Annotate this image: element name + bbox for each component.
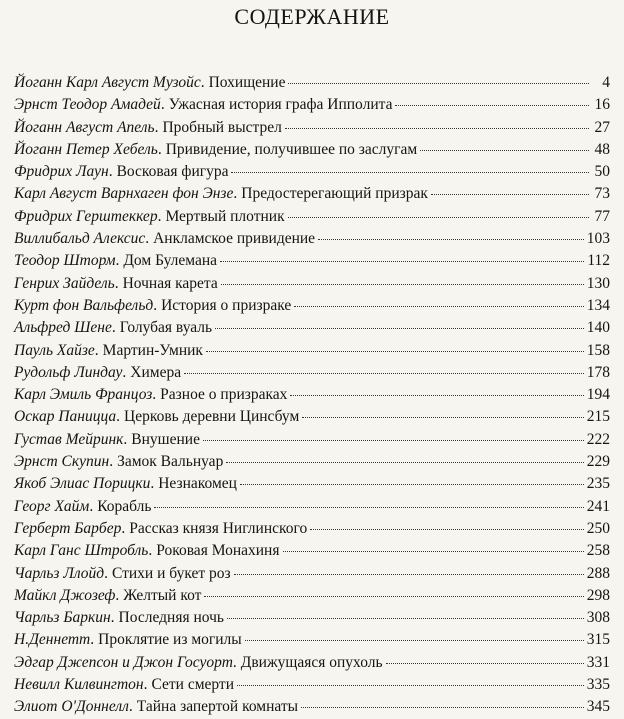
- toc-work-title: Последняя ночь: [118, 609, 224, 627]
- toc-work-title: Внушение: [131, 430, 200, 448]
- toc-page-number: 250: [586, 519, 610, 537]
- toc-author: Йоганн Петер Хебель: [14, 140, 158, 158]
- toc-separator: .: [90, 631, 95, 649]
- toc-work-title: Химера: [130, 363, 182, 381]
- toc-page-number: 288: [586, 564, 610, 582]
- toc-work-title: Разное о призраках: [160, 386, 288, 404]
- table-of-contents: [14, 72, 610, 719]
- toc-leader-dots: [220, 261, 584, 262]
- toc-page-number: 308: [586, 609, 610, 627]
- toc-separator: .: [116, 408, 121, 426]
- toc-page-number: 134: [586, 296, 610, 314]
- toc-page-number: 158: [586, 341, 610, 359]
- toc-work-title: Желтый кот: [123, 586, 202, 604]
- toc-separator: .: [123, 430, 128, 448]
- toc-leader-dots: [221, 284, 584, 285]
- toc-work-title: Корабль: [97, 497, 152, 515]
- toc-separator: .: [115, 586, 120, 604]
- toc-separator: .: [232, 653, 237, 671]
- toc-author: Виллибальд Алексис: [14, 230, 146, 248]
- toc-entry: [14, 161, 610, 183]
- toc-page-number: 335: [586, 676, 610, 694]
- toc-entry: [14, 273, 610, 295]
- toc-page-number: 215: [586, 408, 610, 426]
- toc-work-title: Голубая вуаль: [119, 319, 213, 337]
- toc-author: Фридрих Лаун: [14, 163, 109, 181]
- toc-work-title: Похищение: [208, 74, 286, 91]
- toc-author: Фридрих Герштеккер: [14, 207, 158, 225]
- toc-entry: [14, 117, 610, 139]
- toc-entry: [14, 473, 610, 495]
- toc-separator: .: [233, 185, 238, 203]
- toc-author: Элиот О'Доннелл: [14, 698, 129, 716]
- toc-leader-dots: [302, 417, 583, 418]
- toc-work-title: Рассказ князя Ниглинского: [129, 519, 308, 537]
- toc-entry: [14, 496, 610, 518]
- toc-leader-dots: [237, 685, 584, 686]
- toc-entry: [14, 206, 610, 228]
- toc-author: Карл Эмиль Францоз: [14, 386, 153, 404]
- toc-leader-dots: [154, 507, 583, 508]
- toc-work-title: Церковь деревни Цинсбум: [124, 408, 300, 426]
- toc-separator: .: [94, 341, 99, 359]
- toc-author: Невилл Килвингтон: [14, 676, 144, 694]
- toc-entry: [14, 228, 610, 250]
- toc-leader-dots: [395, 105, 589, 106]
- toc-leader-dots: [288, 217, 589, 218]
- toc-author: Йоганн Август Апель: [14, 118, 155, 136]
- toc-work-title: Проклятие из могилы: [98, 631, 242, 649]
- toc-separator: .: [160, 96, 165, 114]
- toc-entry: [14, 451, 610, 473]
- toc-leader-dots: [294, 306, 583, 307]
- toc-separator: .: [145, 230, 150, 248]
- toc-separator: .: [114, 274, 119, 292]
- toc-page-number: 73: [594, 185, 610, 203]
- toc-author: Теодор Шторм: [14, 252, 116, 270]
- toc-work-title: Мартин-Умник: [102, 341, 203, 359]
- toc-page-number: 235: [586, 475, 610, 493]
- toc-leader-dots: [290, 395, 583, 396]
- toc-work-title: Ночная карета: [122, 274, 218, 292]
- toc-author: Н.Деннетт: [14, 631, 91, 649]
- toc-work-title: Восковая фигура: [116, 163, 229, 181]
- toc-leader-dots: [231, 172, 589, 173]
- toc-separator: .: [110, 609, 115, 627]
- toc-leader-dots: [206, 351, 584, 352]
- toc-entry: [14, 629, 610, 651]
- toc-entry: [14, 652, 610, 674]
- toc-separator: .: [148, 542, 153, 560]
- toc-entry: [14, 94, 610, 116]
- toc-separator: .: [153, 296, 158, 314]
- toc-leader-dots: [204, 596, 583, 597]
- toc-author: Эрнст Теодор Амадей: [14, 96, 161, 114]
- toc-separator: .: [150, 475, 155, 493]
- page-title: СОДЕРЖАНИЕ: [234, 4, 390, 29]
- toc-author: Якоб Элиас Порицки: [14, 475, 151, 493]
- toc-entry: [14, 518, 610, 540]
- toc-author: Альфред Шене: [14, 319, 112, 337]
- toc-leader-dots: [245, 640, 584, 641]
- toc-page-number: 222: [586, 430, 610, 448]
- toc-entry: [14, 317, 610, 339]
- toc-separator: .: [143, 676, 148, 694]
- toc-work-title: Сети смерти: [151, 676, 235, 694]
- toc-entry: [14, 340, 610, 362]
- toc-author: Карл Ганс Штробль: [14, 542, 149, 560]
- toc-leader-dots: [283, 551, 584, 552]
- toc-page-number: 77: [594, 207, 610, 225]
- toc-leader-dots: [203, 440, 584, 441]
- toc-leader-dots: [288, 83, 589, 84]
- toc-separator: .: [157, 207, 162, 225]
- toc-page-number: 298: [586, 586, 610, 604]
- toc-entry: [14, 429, 610, 451]
- toc-leader-dots: [318, 239, 584, 240]
- toc-leader-dots: [310, 529, 584, 530]
- toc-entry: [14, 563, 610, 585]
- toc-author: Оскар Паницца: [14, 408, 117, 426]
- toc-author: Карл Август Варнхаген фон Энзе: [14, 185, 234, 203]
- toc-separator: .: [157, 140, 162, 158]
- toc-work-title: История о призраке: [161, 296, 292, 314]
- toc-entry: [14, 362, 610, 384]
- toc-page-number: 345: [586, 698, 610, 716]
- toc-separator: .: [109, 453, 114, 471]
- toc-author: Йоганн Карл Август Музойс: [14, 74, 201, 91]
- toc-work-title: Предостерегающий призрак: [241, 185, 428, 203]
- toc-entry: [14, 139, 610, 161]
- toc-author: Густав Мейринк: [14, 430, 124, 448]
- toc-work-title: Мертвый плотник: [165, 207, 285, 225]
- toc-work-title: Привидение, получившее по заслугам: [165, 140, 418, 158]
- toc-author: Георг Хайм: [14, 497, 90, 515]
- toc-separator: .: [115, 252, 120, 270]
- toc-page-number: 48: [594, 140, 610, 158]
- toc-entry: [14, 607, 610, 629]
- toc-separator: .: [121, 519, 126, 537]
- toc-separator: .: [104, 564, 108, 582]
- toc-page-number: 229: [586, 453, 610, 471]
- toc-work-title: Анкламское привидение: [153, 230, 316, 248]
- toc-author: Рудольф Линдау: [14, 363, 123, 381]
- toc-work-title: Тайна запертой комнаты: [136, 698, 299, 716]
- toc-work-title: Роковая Монахиня: [156, 542, 280, 560]
- toc-author: Эдгар Джепсон и Джон Госуорт: [14, 653, 233, 671]
- toc-author: Герберт Барбер: [14, 519, 122, 537]
- toc-author: Генрих Зайдель: [14, 274, 115, 292]
- toc-leader-dots: [301, 707, 584, 708]
- toc-leader-dots: [285, 128, 589, 129]
- toc-leader-dots: [420, 150, 589, 151]
- toc-leader-dots: [431, 194, 589, 195]
- toc-leader-dots: [240, 484, 584, 485]
- toc-leader-dots: [184, 373, 584, 374]
- toc-entry: [14, 72, 610, 94]
- toc-author: Эрнст Скупин: [14, 453, 110, 471]
- toc-work-title: Стихи и букет роз: [111, 564, 231, 582]
- toc-leader-dots: [226, 462, 583, 463]
- toc-leader-dots: [227, 618, 584, 619]
- toc-author: Пауль Хайзе: [14, 341, 95, 359]
- toc-separator: .: [122, 363, 127, 381]
- toc-entry: [14, 183, 610, 205]
- toc-entry: [14, 250, 610, 272]
- toc-entry: [14, 540, 610, 562]
- toc-page-number: 16: [594, 96, 610, 114]
- toc-leader-dots: [234, 574, 584, 575]
- toc-separator: .: [128, 698, 133, 716]
- toc-page-number: 331: [586, 653, 610, 671]
- toc-entry: [14, 406, 610, 428]
- toc-entry: [14, 674, 610, 696]
- toc-author: Майкл Джозеф: [14, 586, 116, 604]
- toc-separator: .: [154, 118, 159, 136]
- toc-entry: [14, 585, 610, 607]
- toc-work-title: Замок Вальнуар: [117, 453, 224, 471]
- toc-separator: .: [200, 74, 205, 91]
- toc-page-number: 103: [586, 230, 610, 248]
- toc-work-title: Пробный выстрел: [162, 118, 282, 136]
- toc-page-number: 194: [586, 386, 610, 404]
- toc-separator: .: [111, 319, 116, 337]
- toc-separator: .: [152, 386, 157, 404]
- toc-work-title: Ужасная история графа Ипполита: [168, 96, 393, 114]
- toc-leader-dots: [386, 663, 584, 664]
- toc-page-number: 130: [586, 274, 610, 292]
- toc-page-number: 140: [586, 319, 610, 337]
- toc-leader-dots: [215, 328, 584, 329]
- toc-page-number: 178: [586, 363, 610, 381]
- toc-author: Курт фон Вальфельд: [14, 296, 154, 314]
- toc-work-title: Дом Булемана: [123, 252, 218, 270]
- toc-entry: [14, 295, 610, 317]
- toc-work-title: Движущаяся опухоль: [240, 653, 383, 671]
- toc-page-number: 112: [587, 252, 610, 270]
- toc-separator: .: [108, 163, 113, 181]
- toc-author: Чарльз Баркин: [14, 609, 111, 627]
- toc-page-number: 315: [586, 631, 610, 649]
- toc-page-number: 258: [586, 542, 610, 560]
- toc-entry: [14, 384, 610, 406]
- toc-work-title: Незнакомец: [158, 475, 237, 493]
- toc-page-number: 4: [602, 74, 610, 91]
- toc-separator: .: [89, 497, 94, 515]
- toc-page-number: 241: [586, 497, 610, 515]
- toc-author: Чарльз Ллойд: [14, 564, 105, 582]
- toc-page-number: 27: [594, 118, 610, 136]
- toc-page-number: 50: [594, 163, 610, 181]
